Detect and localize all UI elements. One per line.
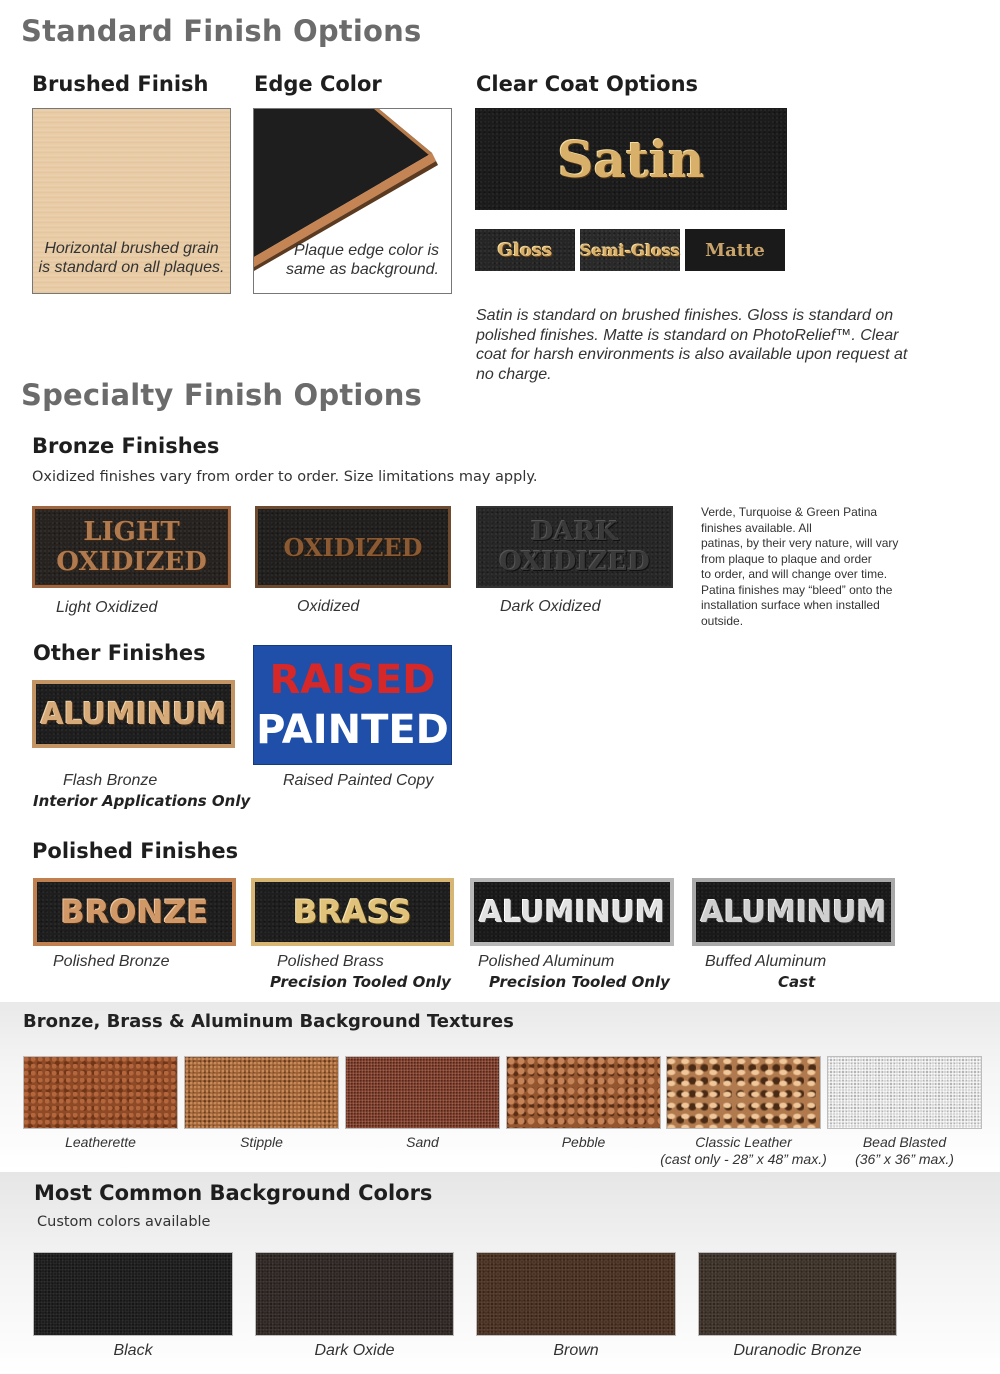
patina-note-line: from plaque to plaque and order [701,551,872,566]
polished-aluminum-plaque-text: ALUMINUM [479,894,665,930]
gloss-label: Gloss [497,239,553,261]
other-finishes-title: Other Finishes [33,641,206,665]
patina-note-line: to order, and will change over time. [701,567,888,581]
bronze-finishes-subtitle: Oxidized finishes vary from order to order. Size limitations may apply. [32,469,538,485]
clear-coat-note [476,306,907,384]
clear-coat-title: Clear Coat Options [476,72,699,96]
polished-bronze-plaque [33,878,236,946]
dark-oxidized-plaque [476,506,673,588]
raised-painted-plaque [253,645,452,765]
light-oxidized-plaque [32,506,231,588]
oxidized-caption: Oxidized [297,598,360,615]
black-swatch [33,1252,233,1336]
bead-blasted-swatch [827,1056,982,1129]
edge-color-title: Edge Color [254,72,382,96]
buffed-aluminum-caption: Buffed Aluminum [705,953,827,970]
brushed-finish-title: Brushed Finish [32,72,209,96]
buffed-aluminum-plaque-text: ALUMINUM [700,894,887,930]
patina-note-line: finishes available. All [701,520,812,535]
raised-painted-line1: RAISED [269,657,436,703]
bronze-finishes-title: Bronze Finishes [32,434,220,458]
duranodic-bronze-swatch [698,1252,897,1336]
specialty-finish-title: Specialty Finish Options [21,378,423,412]
light-oxidized-plaque-line2: OXIDIZED [56,547,207,577]
matte-label: Matte [705,239,765,261]
edge-caption-line1: Plaque edge color is [294,242,439,259]
patina-note-line: patinas, by their very nature, will vary [701,536,899,550]
patina-note-line: outside. [701,613,744,628]
semi-gloss-plaque [580,229,680,271]
raised-painted-caption: Raised Painted Copy [283,772,434,789]
duranodic-bronze-label: Duranodic Bronze [733,1342,862,1359]
flash-bronze-plaque-text: ALUMINUM [40,696,227,732]
pebble-label: Pebble [561,1134,606,1150]
colors-title: Most Common Background Colors [34,1181,433,1205]
stipple-swatch [184,1056,339,1129]
sand-label: Sand [406,1134,439,1150]
polished-aluminum-plaque [470,878,674,946]
raised-painted-line2: PAINTED [256,707,449,753]
classic-leather-swatch [666,1056,821,1129]
dark-oxide-swatch [255,1252,454,1336]
buffed-aluminum-plaque [692,878,895,946]
polished-brass-caption: Polished Brass [277,953,384,970]
patina-note [701,505,901,629]
matte-plaque [685,229,785,271]
edge-caption-line2: same as background. [286,261,439,278]
clear-coat-note-line1: Satin is standard on brushed finishes. Gloss is standard on [476,307,894,324]
polished-bronze-caption: Polished Bronze [53,953,170,970]
gloss-plaque [475,229,575,271]
standard-finish-title: Standard Finish Options [21,14,422,48]
semi-gloss-label: Semi-Gloss [580,240,680,260]
light-oxidized-caption: Light Oxidized [56,599,158,616]
oxidized-plaque-line1: OXIDIZED [283,532,423,562]
dark-oxide-label: Dark Oxide [314,1342,395,1359]
polished-finishes-title: Polished Finishes [32,839,239,863]
buffed-aluminum-note: Cast [778,973,816,991]
polished-bronze-plaque-text: BRONZE [60,893,209,931]
colors-subtitle: Custom colors available [37,1214,211,1230]
brushed-caption-line1: Horizontal brushed grain [44,240,219,257]
leatherette-swatch [23,1056,178,1129]
satin-plaque [475,108,787,210]
polished-aluminum-note: Precision Tooled Only [489,973,670,991]
flash-bronze-caption: Flash Bronze [63,772,158,789]
bead-blasted-note: (36” x 36” max.) [855,1151,954,1167]
polished-aluminum-caption: Polished Aluminum [478,953,615,970]
sand-swatch [345,1056,500,1129]
clear-coat-note-line4: no charge. [476,365,552,383]
bead-blasted-label: Bead Blasted [862,1134,947,1150]
light-oxidized-plaque-line1: LIGHT [83,517,180,547]
patina-note-line: Patina finishes may “bleed” onto the [701,582,893,597]
satin-label: Satin [557,129,705,189]
polished-brass-note: Precision Tooled Only [270,973,451,991]
classic-leather-note: (cast only - 28” x 48” max.) [660,1151,827,1167]
textures-title: Bronze, Brass & Aluminum Background Textures [23,1011,514,1032]
dark-oxidized-caption: Dark Oxidized [500,598,601,615]
pebble-swatch [506,1056,661,1129]
patina-note-line: installation surface when installed [701,598,880,612]
clear-coat-note-line3: coat for harsh environments is also available upon request at [476,346,908,363]
stipple-label: Stipple [240,1134,283,1150]
leatherette-label: Leatherette [65,1134,136,1150]
clear-coat-note-line2: polished finishes. Matte is standard on PhotoRelief™. Clear [476,326,899,344]
flash-bronze-plaque [32,680,235,748]
polished-brass-plaque-text: BRASS [293,893,412,931]
polished-brass-plaque [251,878,454,946]
oxidized-plaque [255,506,451,588]
dark-oxidized-plaque-line1: DARK [531,517,618,547]
dark-oxidized-plaque-line2: OXIDIZED [499,547,650,577]
flash-bronze-note: Interior Applications Only [33,792,251,810]
patina-note-line: Verde, Turquoise & Green Patina [701,505,878,519]
brown-swatch [476,1252,676,1336]
brown-label: Brown [553,1342,599,1359]
brushed-caption-line2: is standard on all plaques. [38,259,225,276]
black-label: Black [113,1342,153,1359]
classic-leather-label: Classic Leather [695,1134,792,1150]
